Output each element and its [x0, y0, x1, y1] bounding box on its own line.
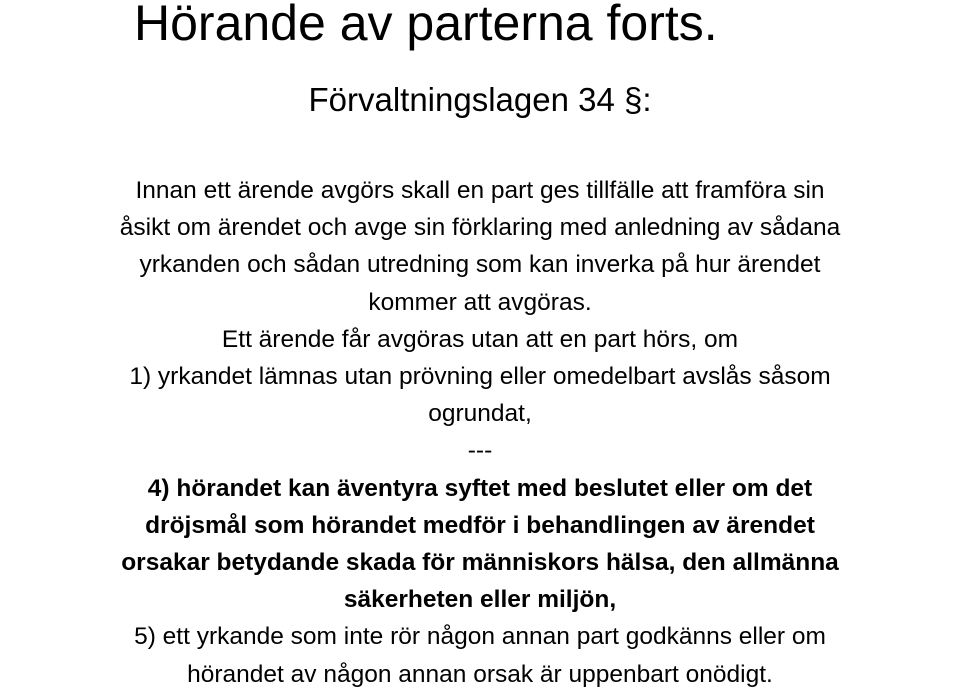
slide-subtitle: [0, 80, 960, 120]
body-line: 5) ett yrkande som inte rör någon annan part godkänns eller om: [134, 623, 826, 651]
body-line: Innan ett ärende avgörs skall en part ges tillfälle att framföra sin: [135, 177, 825, 204]
body-line: ogrundat,: [428, 400, 532, 428]
slide-title: Hörande av parterna forts.: [134, 0, 718, 51]
body-line: hörandet av någon annan orsak är uppenbart onödigt.: [187, 660, 773, 688]
subtitle-text: Förvaltningslagen 34 §:: [308, 81, 652, 118]
body-line: kommer att avgöras.: [368, 288, 592, 316]
body-line: åsikt om ärendet och avge sin förklaring med anledning av sådana: [119, 214, 841, 242]
body-line: 1) yrkandet lämnas utan prövning eller omedelbart avslås såsom: [129, 363, 831, 391]
slide-body: [0, 172, 960, 693]
body-line-bold: orsakar betydande skada för människors hälsa, den allmänna: [121, 549, 839, 577]
body-line: yrkanden och sådan utredning som kan inverka på hur ärendet: [139, 251, 821, 279]
body-line: Ett ärende får avgöras utan att en part hörs, om: [221, 325, 739, 353]
body-line-bold: 4) hörandet kan äventyra syftet med beslutet eller om det: [147, 474, 813, 502]
body-line: ---: [467, 437, 493, 465]
body-line-bold: säkerheten eller miljön,: [343, 586, 617, 614]
body-line-bold: dröjsmål som hörandet medför i behandlingen av ärendet: [145, 511, 815, 539]
